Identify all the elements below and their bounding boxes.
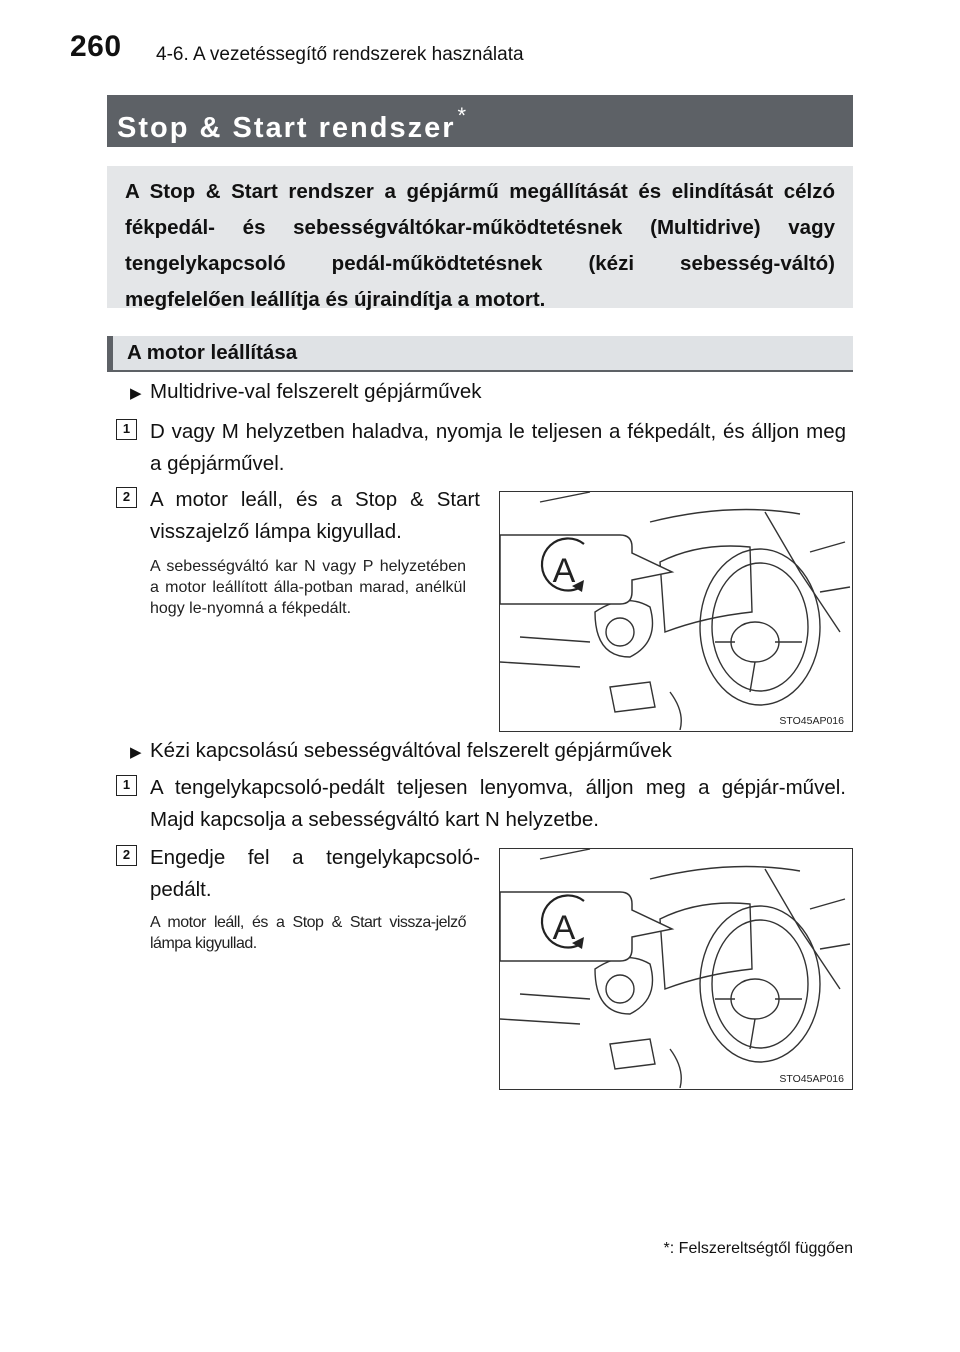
triangle-right-icon: ▶ bbox=[130, 744, 142, 761]
manual-heading bbox=[130, 739, 672, 763]
multidrive-step-2-note: A sebességváltó kar N vagy P helyzetében a motor leállított álla-potban marad, anélkül hogy le-nyomná a fékpedált. bbox=[150, 558, 466, 617]
figure-label: A bbox=[552, 552, 576, 590]
multidrive-step-2: A motor leáll, és a Stop & Start visszajelző lámpa kigyullad. bbox=[150, 488, 480, 543]
asterisk-icon: * bbox=[663, 1240, 670, 1257]
manual-step-2: Engedje fel a tengelykapcsoló-pedált. bbox=[150, 846, 480, 901]
manual-heading-text: Kézi kapcsolású sebességváltóval felszerelt gépjárművek bbox=[150, 739, 672, 762]
figure-code: STO45AP016 bbox=[779, 715, 844, 727]
triangle-right-icon: ▶ bbox=[130, 385, 142, 402]
footnote-text: : Felszereltségtől függően bbox=[669, 1240, 853, 1257]
step-number-badge: 1 bbox=[116, 419, 137, 440]
step-number-badge: 2 bbox=[116, 845, 137, 866]
step-number-badge: 1 bbox=[116, 775, 137, 796]
section-heading: A motor leállítása bbox=[107, 336, 853, 372]
intro-paragraph: A Stop & Start rendszer a gépjármű megállítását és elindítását célzó fékpedál- és sebességváltókar-működtetésnek (Multidrive) vagy tengelykapcsoló pedál-működtetésnek (kézi sebesség-váltó) megfelelően leállítja és újraindítja a motort. bbox=[107, 166, 853, 308]
page-title bbox=[107, 95, 853, 147]
multidrive-heading bbox=[130, 380, 482, 404]
page-title-text: Stop & Start rendszer bbox=[117, 112, 456, 144]
running-title: 4-6. A vezetéssegítő rendszerek használata bbox=[156, 44, 524, 65]
manual-step-2-note: A motor leáll, és a Stop & Start vissza-jelző lámpa kigyullad. bbox=[150, 914, 466, 952]
page-number: 260 bbox=[70, 30, 122, 63]
dashboard-illustration-2 bbox=[499, 848, 853, 1090]
figure-code: STO45AP016 bbox=[779, 1073, 844, 1085]
multidrive-heading-text: Multidrive-val felszerelt gépjárművek bbox=[150, 380, 482, 403]
multidrive-step-1: D vagy M helyzetben haladva, nyomja le teljesen a fékpedált, és álljon meg a gépjárművel. bbox=[150, 420, 846, 475]
manual-step-1: A tengelykapcsoló-pedált teljesen lenyomva, álljon meg a gépjár-művel. Majd kapcsolja a sebességváltó kart N helyzetbe. bbox=[150, 776, 846, 831]
dashboard-illustration-1 bbox=[499, 491, 853, 732]
dashboard-drawing bbox=[500, 849, 851, 1088]
figure-label: A bbox=[552, 909, 576, 947]
dashboard-drawing bbox=[500, 492, 851, 730]
footnote bbox=[664, 1240, 853, 1258]
title-asterisk-icon: * bbox=[457, 103, 469, 128]
step-number-badge: 2 bbox=[116, 487, 137, 508]
